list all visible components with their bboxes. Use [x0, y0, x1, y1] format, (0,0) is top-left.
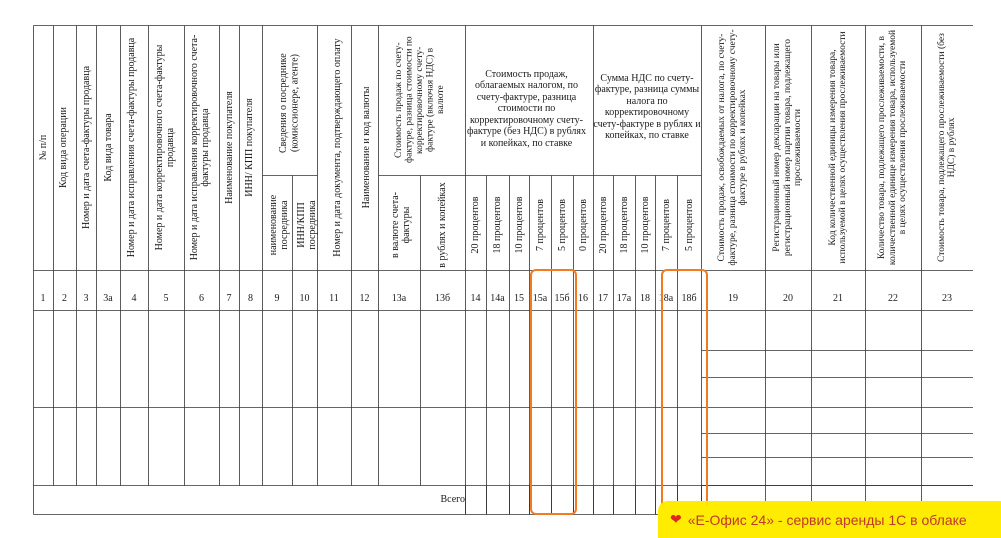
- col-header-9: наименование посредника: [268, 194, 290, 256]
- col-header-5: Номер и дата корректировочного счета-фактуры продавца: [154, 44, 176, 251]
- col-header-15: 10 процентов: [513, 196, 525, 254]
- column-number: 4: [131, 292, 137, 304]
- col-header-4: Номер и дата исправления счета-фактуры продавца: [126, 37, 137, 258]
- column-number: 7: [226, 292, 232, 304]
- column-number: 8: [248, 292, 253, 304]
- column-number: 20: [783, 292, 793, 304]
- column-number: 12: [359, 292, 370, 304]
- col-group-13: Стоимость продаж по счету-фактуре, разница стоимости по корректировочному счету-фактуре (включая НДС) в валюте: [393, 36, 446, 164]
- column-number: 15: [514, 292, 524, 304]
- column-number: 17а: [616, 292, 632, 304]
- column-number: 2: [62, 292, 67, 304]
- column-number: 17: [598, 292, 608, 304]
- promo-banner[interactable]: [658, 501, 1001, 538]
- column-number: 14а: [490, 292, 505, 304]
- col-header-10: ИНН/КПП посредника: [295, 200, 318, 250]
- col-group-14: Стоимость продаж, облагаемых налогом, по счету-фактуре, разница стоимости по корректировочному счету-фактуре (без НДС) в рублях и копейках, по ставке: [466, 68, 587, 149]
- promo-text[interactable]: «Е-Офис 24» - сервис аренды 1С в облаке: [687, 511, 967, 528]
- column-number: 19: [728, 292, 738, 304]
- col-header-18a: 7 процентов: [660, 199, 672, 251]
- col-header-3: Номер и дата счета-фактуры продавца: [80, 65, 92, 230]
- column-number: 15а: [532, 292, 548, 304]
- column-number: 21: [833, 292, 843, 304]
- total-label: Всего: [440, 493, 465, 505]
- col-header-14: 20 процентов: [470, 196, 481, 254]
- column-number: 3: [83, 292, 89, 304]
- column-number: 16: [578, 292, 588, 304]
- col-header-14a: 18 процентов: [492, 196, 503, 254]
- column-number: 15б: [554, 292, 570, 304]
- column-number: 13а: [391, 292, 407, 304]
- col-header-15a: 7 процентов: [534, 199, 546, 251]
- col-header-18: 10 процентов: [639, 196, 651, 254]
- column-number: 9: [274, 292, 280, 304]
- column-number: 14: [470, 292, 481, 304]
- col-header-13b: в рублях и копейках: [436, 182, 448, 268]
- column-number: 22: [888, 292, 898, 304]
- column-number: 1: [40, 292, 46, 304]
- col-header-3a: Код вида товара: [102, 113, 114, 182]
- col-header-8: ИНН/ КПП покупателя: [243, 98, 255, 197]
- column-number: 23: [942, 292, 952, 304]
- col-header-20: Регистрационный номер декларации на товары или регистрационный номер партии товара, подлежащего прослеживаемости: [772, 38, 804, 257]
- col-header-19: Стоимость продаж, освобождаемых от налога, по счету-фактуре, разница стоимости по корректировочному счету-фактуре в рублях и копейках: [717, 29, 749, 266]
- column-number: 3а: [103, 292, 113, 304]
- col-header-16: 0 процентов: [577, 199, 589, 251]
- highlight-18a-18b: [661, 269, 708, 515]
- col-header-22: Количество товара, подлежащего прослеживаемости, в количественной единице измерения товара, используемой в целях осуществления прослеживаемости: [877, 29, 909, 266]
- col-header-1: № п/п: [37, 134, 49, 161]
- column-number: 6: [199, 292, 204, 304]
- col-header-23: Стоимость товара, подлежащего прослеживаемости (без НДС) в рублях: [936, 33, 957, 262]
- col-header-7: Наименование покупателя: [223, 91, 235, 204]
- column-number: 18: [640, 292, 650, 304]
- col-header-18b: 5 процентов: [683, 199, 695, 251]
- col-header-12: Наименование и код валюты: [360, 86, 372, 209]
- heart-icon: ❤: [670, 511, 682, 527]
- col-header-21: Код количественной единицы измерения товара, используемой в целях осуществления прослеживаемости: [827, 31, 848, 264]
- col-header-6: Номер и дата исправления корректировочного счета-фактуры продавца: [189, 34, 211, 261]
- col-header-11: Номер и дата документа, подтверждающего оплату: [332, 38, 343, 257]
- sales-book-table: [33, 25, 973, 515]
- column-number: 13б: [434, 292, 451, 304]
- highlight-15a-15b: [530, 269, 577, 515]
- col-header-15b: 5 процентов: [556, 199, 568, 251]
- col-group-17: Сумма НДС по счету-фактуре, разница суммы налога по корректировочному счету-фактуре в рублях и копейках, по ставке: [593, 72, 701, 141]
- col-header-13a: в валюте счета-фактуры: [390, 192, 412, 258]
- column-number: 10: [299, 292, 310, 304]
- col-group-9: Сведения о посреднике (комиссионере, агенте): [278, 53, 301, 153]
- col-header-2: Код вида операции: [57, 107, 69, 188]
- col-header-17: 20 процентов: [597, 196, 609, 254]
- column-number: 11: [329, 292, 339, 304]
- col-header-17a: 18 процентов: [618, 196, 630, 254]
- column-number: 18а: [658, 292, 674, 304]
- column-number: 18б: [681, 292, 697, 304]
- column-number: 5: [163, 292, 169, 304]
